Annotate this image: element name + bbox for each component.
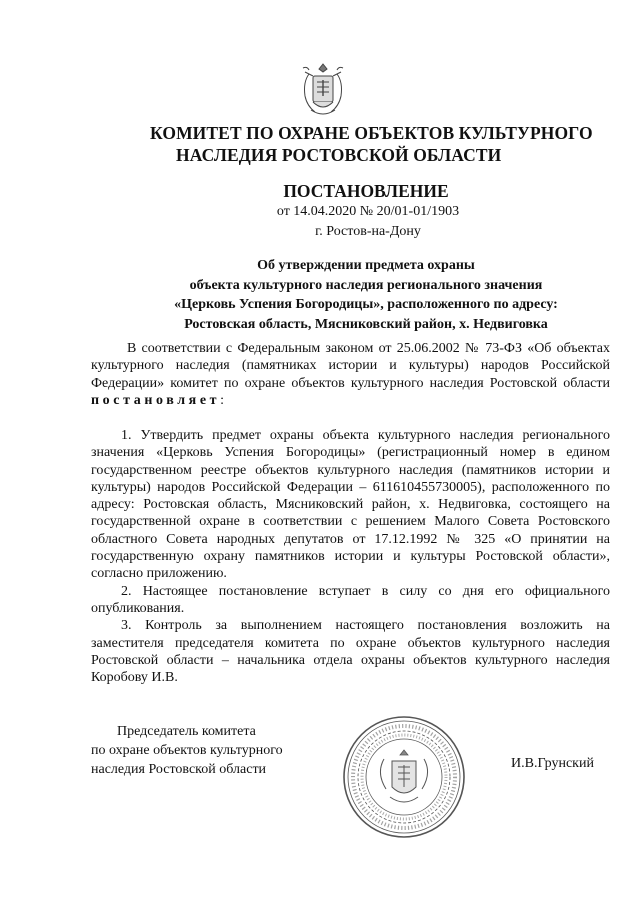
document-number: от 14.04.2020 № 20/01-01/1903: [276, 204, 460, 219]
preamble-colon: :: [220, 392, 225, 408]
document-subject: [0, 256, 640, 334]
organization-name-line1: КОМИТЕТ ПО ОХРАНЕ ОБЪЕКТОВ КУЛЬТУРНОГО: [150, 123, 593, 143]
preamble-paragraph: [91, 340, 610, 409]
organization-name-line2: НАСЛЕДИЯ РОСТОВСКОЙ ОБЛАСТИ: [176, 145, 502, 165]
subject-line: Ростовская область, Мясниковский район, х. Недвиговка: [184, 316, 548, 332]
document-city: г. Ростов-на-Дону: [315, 224, 421, 239]
coat-of-arms-icon: [293, 60, 353, 120]
decree-item: 1. Утвердить предмет охраны объекта культурного наследия регионального значения «Церковь Успения Богородицы» (регистрационный номер в едином государственном реестре объектов культурного наследия (памятников истории и культуры) народов Российской Федерации – 611610455730005), расположенного по адресу: Ростовская область, Мясниковский район, х. Недвиговка, состоящего на государственной охране в соответствии с решением Малого Совета Ростовского областного Совета народных депутатов от 17.12.1992 № 325 «О принятии на государственную охрану памятников истории и культуры Ростовской области», согласно приложению.: [91, 428, 610, 582]
official-seal-icon: [340, 713, 468, 841]
subject-line: объекта культурного наследия регионального значения: [189, 277, 543, 293]
decree-word: постановляет: [91, 392, 221, 408]
subject-line: «Церковь Успения Богородицы», расположенного по адресу:: [174, 297, 558, 312]
signatory-position-line: Председатель комитета: [117, 724, 256, 739]
subject-line: Об утверждении предмета охраны: [257, 258, 475, 273]
decree-item: 2. Настоящее постановление вступает в силу со дня его официального опубликования.: [91, 583, 610, 616]
decree-item: 3. Контроль за выполнением настоящего постановления возложить на заместителя председателя комитета по охране объектов культурного наследия Ростовской области – начальника отдела охраны объектов культурного наследия Коробову И.В.: [91, 618, 610, 686]
signatory-position: [91, 722, 283, 779]
preamble-text: В соответствии с Федеральным законом от 25.06.2002 № 73-ФЗ «Об объектах культурного наследия (памятниках истории и культуры) народов Российской Федерации» комитет по охране объектов культурного наследия Ростовской области: [91, 341, 610, 391]
document-title: ПОСТАНОВЛЕНИЕ: [283, 181, 449, 201]
decree-items: [91, 427, 610, 686]
signatory-position-line: наследия Ростовской области: [91, 762, 267, 777]
signatory-name: И.В.Грунский: [511, 756, 594, 771]
signatory-position-line: по охране объектов культурного: [91, 743, 283, 758]
